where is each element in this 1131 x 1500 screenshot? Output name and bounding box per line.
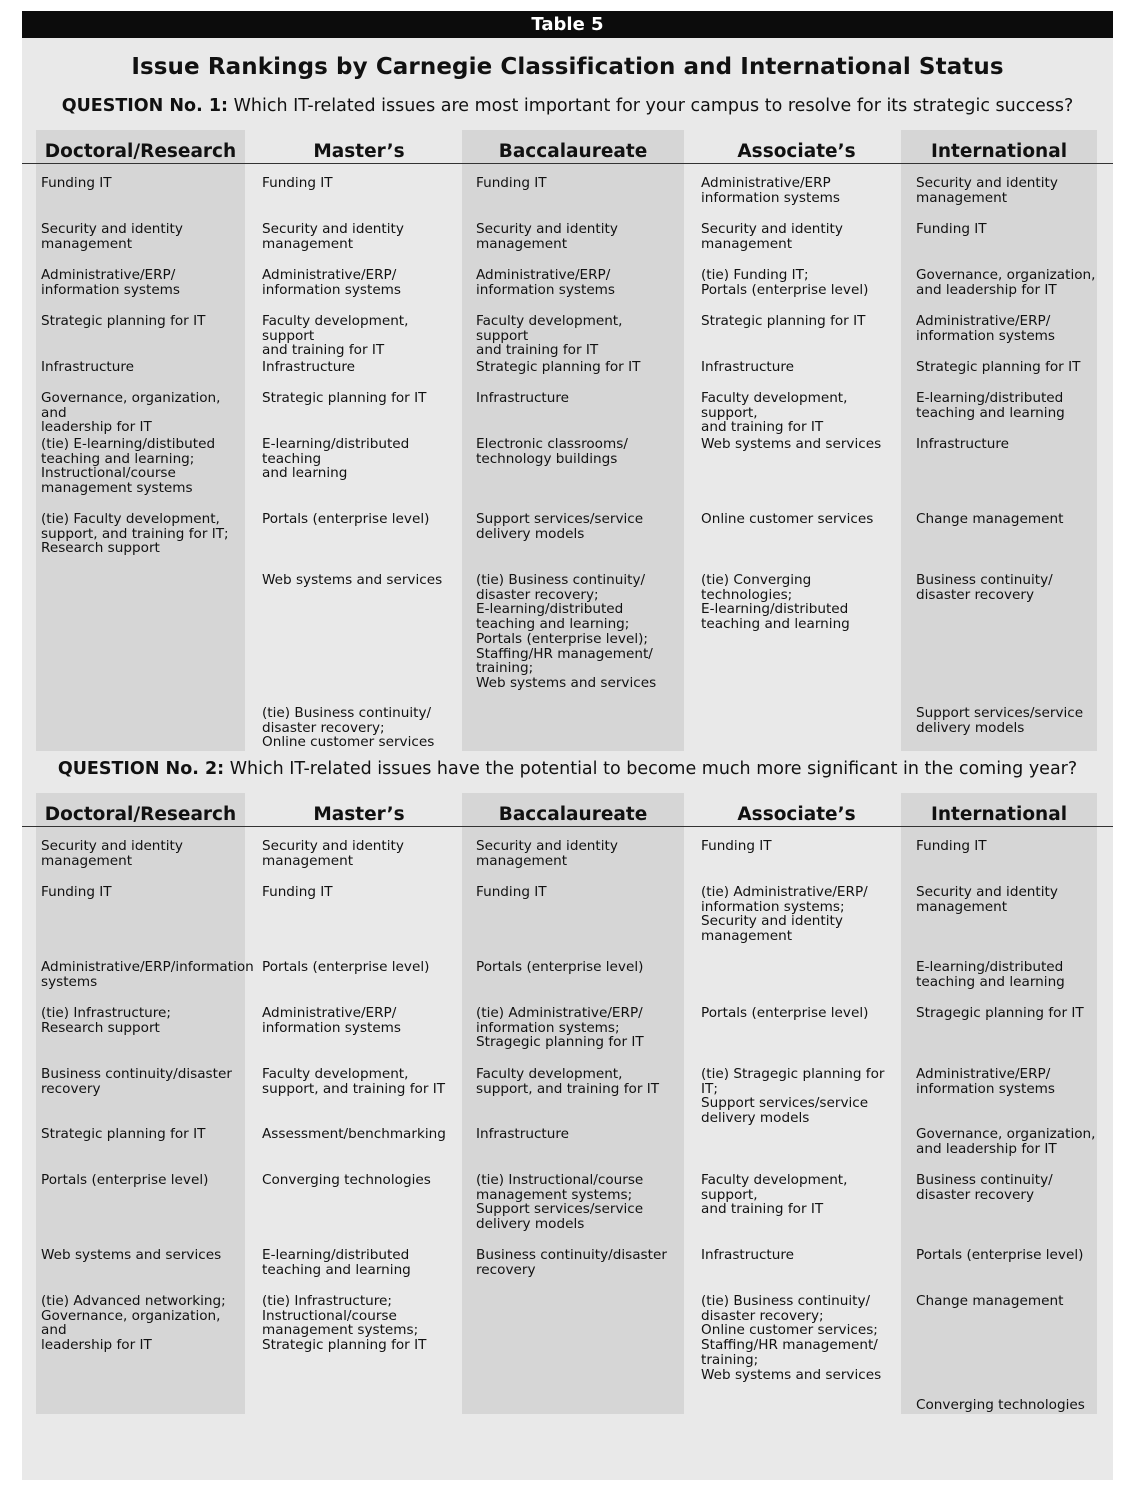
q1-doctoral-rank-1: Funding IT — [41, 175, 112, 191]
question-2-text: Which IT-related issues have the potential to become much more significant in the coming year? — [224, 759, 1078, 779]
q2-baccalaureate-rank-2: Funding IT — [476, 884, 547, 900]
q2-doctoral-rank-9: (tie) Advanced networking; Governance, organization, and leadership for IT — [41, 1293, 226, 1354]
q1-masters-rank-10: (tie) Business continuity/ disaster recovery; Online customer services — [262, 705, 435, 751]
q2-associates-rank-4: Portals (enterprise level) — [701, 1005, 869, 1021]
q1-baccalaureate-rank-5: Strategic planning for IT — [476, 359, 641, 375]
q1-doctoral-rank-5: Infrastructure — [41, 359, 135, 375]
q1-associates-rank-3: (tie) Funding IT; Portals (enterprise level) — [701, 267, 869, 298]
q2-masters-rank-4: Administrative/ERP/ information systems — [262, 1005, 402, 1036]
q2-doctoral-rank-5: Business continuity/disaster recovery — [41, 1066, 232, 1097]
q2-masters-rank-3: Portals (enterprise level) — [262, 959, 430, 975]
q2-baccalaureate-rank-4: (tie) Administrative/ERP/ information systems; Stragegic planning for IT — [476, 1005, 644, 1051]
q2-doctoral-rank-4: (tie) Infrastructure; Research support — [41, 1005, 171, 1036]
q1-associates-rank-7: Web systems and services — [701, 436, 882, 452]
q1-associates-rank-2: Security and identity management — [701, 221, 843, 252]
question-1-label: QUESTION No. 1: — [61, 96, 228, 116]
q1-baccalaureate-rank-9: (tie) Business continuity/ disaster recovery; E-learning/distributed teaching and learning; Portals (enterprise level); Staffing/HR management/ training; Web systems and services — [476, 572, 657, 691]
q1-baccalaureate-rank-4: Faculty development, support and training for IT — [476, 313, 623, 359]
question-1-text: Which IT-related issues are most important for your campus to resolve for its strategic success? — [228, 96, 1074, 116]
table-label: Table 5 — [22, 11, 1113, 38]
q2-doctoral-header: Doctoral/Research — [44, 804, 237, 825]
q1-international-rank-4: Administrative/ERP/ information systems — [916, 313, 1056, 344]
q2-baccalaureate-rank-7: (tie) Instructional/course management systems; Support services/service delivery models — [476, 1172, 644, 1233]
q1-international-rank-7: Infrastructure — [916, 436, 1010, 452]
q2-doctoral-rank-2: Funding IT — [41, 884, 112, 900]
q2-international-rank-8: Portals (enterprise level) — [916, 1247, 1084, 1263]
q1-doctoral-rank-6: Governance, organization, and leadership for IT — [41, 390, 221, 436]
q2-baccalaureate-rank-1: Security and identity management — [476, 838, 618, 869]
question-2-label: QUESTION No. 2: — [57, 759, 225, 779]
q2-doctoral-rank-7: Portals (enterprise level) — [41, 1172, 209, 1188]
q1-masters-header: Master’s — [313, 141, 405, 162]
q1-international-rank-3: Governance, organization, and leadership for IT — [916, 267, 1096, 298]
q1-international-rank-5: Strategic planning for IT — [916, 359, 1081, 375]
q1-baccalaureate-header: Baccalaureate — [498, 141, 648, 162]
q1-associates-rank-8: Online customer services — [701, 511, 874, 527]
q1-international-rank-2: Funding IT — [916, 221, 987, 237]
q2-international-rank-4: Stragegic planning for IT — [916, 1005, 1084, 1021]
q1-associates-rank-4: Strategic planning for IT — [701, 313, 866, 329]
q2-associates-rank-2: (tie) Administrative/ERP/ information systems; Security and identity management — [701, 884, 868, 945]
q2-doctoral-rank-3: Administrative/ERP/information systems — [41, 959, 254, 990]
q2-baccalaureate-rank-3: Portals (enterprise level) — [476, 959, 644, 975]
question-2-table — [22, 793, 1113, 1414]
q1-masters-rank-4: Faculty development, support and training for IT — [262, 313, 409, 359]
q1-doctoral-rank-3: Administrative/ERP/ information systems — [41, 267, 181, 298]
q1-doctoral-rank-2: Security and identity management — [41, 221, 183, 252]
q1-masters-rank-9: Web systems and services — [262, 572, 443, 588]
q2-doctoral-rank-6: Strategic planning for IT — [41, 1126, 206, 1142]
q1-associates-rank-9: (tie) Converging technologies; E-learning/distributed teaching and learning — [701, 572, 850, 633]
q2-masters-rank-8: E-learning/distributed teaching and learning — [262, 1247, 411, 1278]
q1-doctoral-rank-7: (tie) E-learning/distibuted teaching and learning; Instructional/course management systems — [41, 436, 216, 497]
table-title: Issue Rankings by Carnegie Classification and International Status — [131, 54, 1004, 80]
q1-international-rank-6: E-learning/distributed teaching and learning — [916, 390, 1065, 421]
q2-associates-rank-1: Funding IT — [701, 838, 772, 854]
q1-header-rule — [22, 163, 1113, 164]
q2-international-rank-3: E-learning/distributed teaching and learning — [916, 959, 1065, 990]
q2-international-rank-7: Business continuity/ disaster recovery — [916, 1172, 1053, 1203]
q1-baccalaureate-rank-3: Administrative/ERP/ information systems — [476, 267, 616, 298]
q1-masters-rank-6: Strategic planning for IT — [262, 390, 427, 406]
q2-international-rank-1: Funding IT — [916, 838, 987, 854]
q1-associates-rank-5: Infrastructure — [701, 359, 795, 375]
q1-international-rank-9: Business continuity/ disaster recovery — [916, 572, 1053, 603]
q1-doctoral-rank-4: Strategic planning for IT — [41, 313, 206, 329]
q1-international-header: International — [930, 141, 1068, 162]
q2-international-rank-6: Governance, organization, and leadership for IT — [916, 1126, 1096, 1157]
q2-masters-rank-1: Security and identity management — [262, 838, 404, 869]
q1-associates-rank-6: Faculty development, support, and training for IT — [701, 390, 848, 436]
question-2 — [22, 759, 1113, 779]
q2-associates-header: Associate’s — [737, 804, 856, 825]
q1-masters-rank-8: Portals (enterprise level) — [262, 511, 430, 527]
q1-masters-rank-3: Administrative/ERP/ information systems — [262, 267, 402, 298]
q1-doctoral-header: Doctoral/Research — [44, 141, 237, 162]
q1-doctoral-rank-8: (tie) Faculty development, support, and training for IT; Research support — [41, 511, 229, 557]
q2-masters-header: Master’s — [313, 804, 405, 825]
q2-baccalaureate-rank-5: Faculty development, support, and training for IT — [476, 1066, 660, 1097]
q1-masters-rank-2: Security and identity management — [262, 221, 404, 252]
question-1-table — [22, 130, 1113, 751]
q1-baccalaureate-rank-8: Support services/service delivery models — [476, 511, 644, 542]
q2-international-header: International — [930, 804, 1068, 825]
q2-baccalaureate-rank-6: Infrastructure — [476, 1126, 570, 1142]
q1-baccalaureate-rank-6: Infrastructure — [476, 390, 570, 406]
q2-doctoral-rank-8: Web systems and services — [41, 1247, 222, 1263]
q1-international-rank-10: Support services/service delivery models — [916, 705, 1084, 736]
q1-baccalaureate-rank-2: Security and identity management — [476, 221, 618, 252]
q2-associates-rank-8: Infrastructure — [701, 1247, 795, 1263]
q2-baccalaureate-rank-8: Business continuity/disaster recovery — [476, 1247, 667, 1278]
q1-masters-rank-5: Infrastructure — [262, 359, 356, 375]
q2-international-rank-2: Security and identity management — [916, 884, 1058, 915]
question-1 — [22, 96, 1113, 116]
q2-associates-rank-5: (tie) Stragegic planning for IT; Support services/service delivery models — [701, 1066, 885, 1127]
q2-masters-rank-5: Faculty development, support, and training for IT — [262, 1066, 446, 1097]
q1-masters-rank-1: Funding IT — [262, 175, 333, 191]
q2-masters-rank-2: Funding IT — [262, 884, 333, 900]
q2-associates-rank-9: (tie) Business continuity/ disaster recovery; Online customer services; Staffing/HR management/ training; Web systems and services — [701, 1293, 882, 1383]
q1-baccalaureate-rank-1: Funding IT — [476, 175, 547, 191]
q2-baccalaureate-header: Baccalaureate — [498, 804, 648, 825]
q1-associates-header: Associate’s — [737, 141, 856, 162]
q2-header-rule — [22, 826, 1113, 827]
table-page — [22, 11, 1113, 1480]
q1-associates-rank-1: Administrative/ERP information systems — [701, 175, 841, 206]
q2-masters-rank-7: Converging technologies — [262, 1172, 431, 1188]
q1-international-rank-8: Change management — [916, 511, 1064, 527]
q2-doctoral-rank-1: Security and identity management — [41, 838, 183, 869]
q2-international-rank-5: Administrative/ERP/ information systems — [916, 1066, 1056, 1097]
q2-international-rank-9: Change management — [916, 1293, 1064, 1309]
q2-masters-rank-9: (tie) Infrastructure; Instructional/course management systems; Strategic planning for IT — [262, 1293, 427, 1354]
q2-international-rank-10: Converging technologies — [916, 1397, 1085, 1413]
q1-masters-rank-7: E-learning/distributed teaching and learning — [262, 436, 410, 482]
q1-baccalaureate-rank-7: Electronic classrooms/ technology buildings — [476, 436, 628, 467]
q2-masters-rank-6: Assessment/benchmarking — [262, 1126, 446, 1142]
q2-associates-rank-7: Faculty development, support, and training for IT — [701, 1172, 848, 1218]
q1-international-rank-1: Security and identity management — [916, 175, 1058, 206]
